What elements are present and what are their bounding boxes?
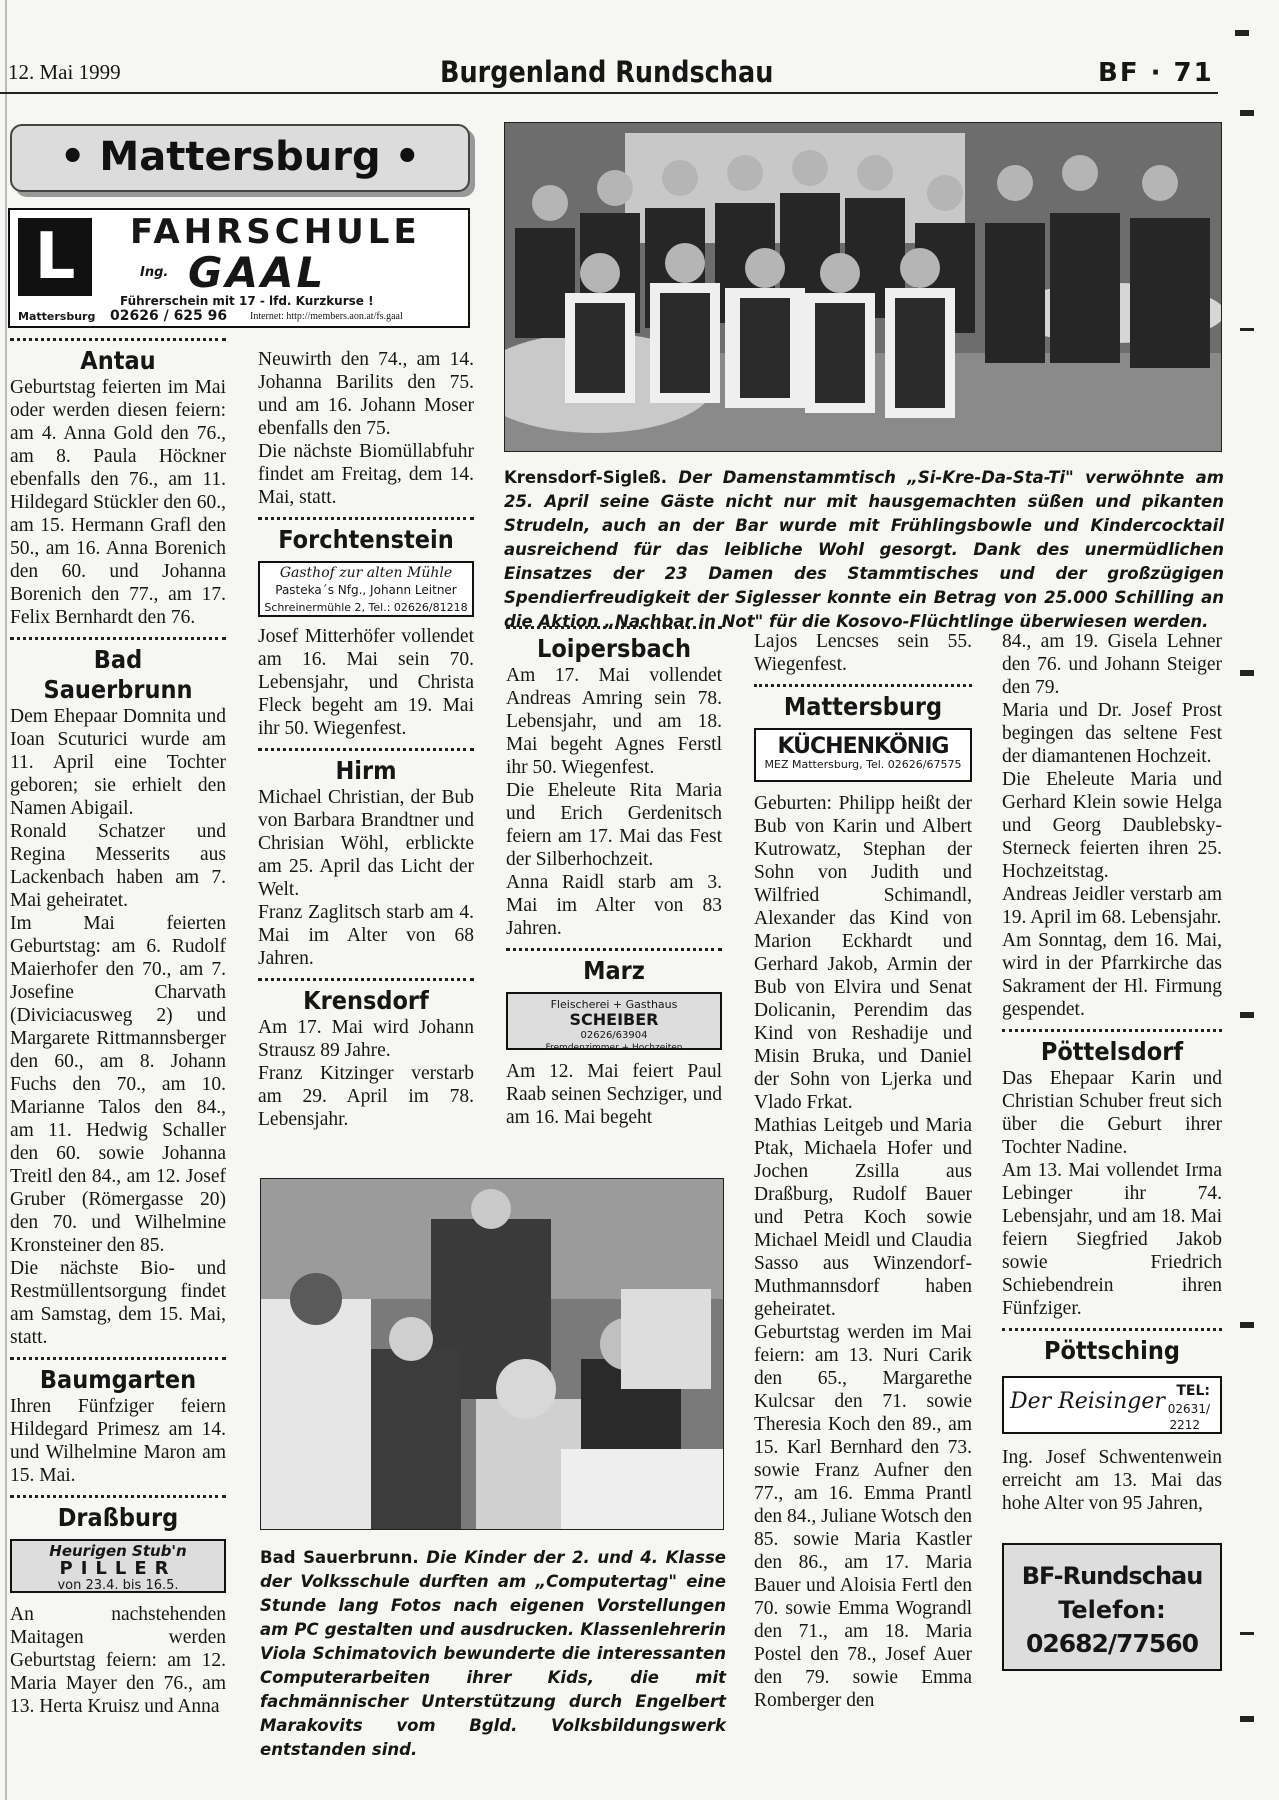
bf-ad-line3: 02682/77560 (1025, 1629, 1199, 1658)
article-hirm-1: Michael Christian, der Bub von Barbara Brandtner und Chrisian Wöhl, erblickte am 25. April das Licht der Welt. (258, 787, 474, 900)
photo-stammtisch-image (505, 123, 1222, 452)
article-mattersburg-prost: Maria und Dr. Josef Prost begingen das seltene Fest der diamantenen Hochzeit. (1002, 700, 1222, 767)
article-bad-sauerbrunn-2: Ronald Schatzer und Regina Messerits aus Lackenbach haben am 7. Mai geheiratet. (10, 821, 226, 911)
divider (258, 748, 474, 751)
article-drassburg: An nachstehenden Maitagen werden Geburtstag feiern: am 12. Maria Mayer den 76., am 13. Herta Kruisz und Anna (10, 1604, 226, 1717)
article-poettelsdorf-1: Das Ehepaar Karin und Christian Schuber freut sich über die Geburt ihrer Tochter Nadine. (1002, 1068, 1222, 1158)
fahrschule-internet: Internet: http://members.aon.at/fs.gaal (250, 311, 403, 322)
scheiber-line4: Fremdenzimmer + Hochzeiten (545, 1043, 683, 1053)
divider (506, 626, 722, 629)
region-banner: • Mattersburg • (10, 124, 470, 192)
caption-computertag-text: Die Kinder der 2. und 4. Klasse der Volksschule durften am „Computertag" eine Stunde lang Fotos nach eigenen Vorstellungen am PC gestalten und ausdrucken. Klassenlehrerin Viola Schimatovich bewunderte die interessanten Computerarbeiten ihrer Kids, die mit fachmännischer Unterstützung durch Engelbert Marakovits vom Bgld. Volksbildungswerk entstanden sind. (260, 1548, 726, 1759)
muehle-line1: Gasthof zur alten Mühle (279, 565, 453, 581)
article-antau: Geburtstag feierten im Mai oder werden diesen feiern: am 4. Anna Gold den 76., am 8. Paula Höckner ebenfalls den 76., am 11. Hildegard Stückler den 60., am 15. Hermann Grafl den 50., am 16. Anna Borenich den 60. und Johanna Borenich den 77., am 17. Felix Bernhardt den 76. (10, 377, 226, 628)
divider (10, 637, 226, 640)
article-loipersbach-2: Die Eheleute Rita Maria und Erich Gerdenitsch feiern am 17. Mai das Fest der Silberhochzeit. (506, 780, 722, 870)
kuechenkoenig-line1: KÜCHENKÖNIG (777, 734, 949, 759)
heading-poettelsdorf: Pöttelsdorf (1040, 1037, 1184, 1066)
muehle-ad (258, 561, 474, 617)
heading-drassburg: Draßburg (57, 1503, 179, 1532)
reisinger-tel-2: 2212 (1169, 1418, 1200, 1432)
header-rule (0, 92, 1218, 94)
scan-edge (5, 0, 7, 1800)
article-bad-sauerbrunn-4: Die nächste Bio- und Restmüllentsorgung findet am Samstag, dem 15. Mai, statt. (10, 1258, 226, 1348)
article-mattersburg-3: Geburtstag werden im Mai feiern: am 13. Nuri Carik den 65., Margarethe Kulcsar den 71. sowie Theresia Koch den 89., am 15. Karl Bernhard den 73. sowie Franz Aufner den 77., am 16. Emma Prantl den 84., Juliane Wotsch den 85. sowie Maria Kastler den 86., am 17. Maria Bauer und Aloisia Fertl den 70. sowie Emma Wograndl den 71., am 18. Maria Postel den 78., Josef Auer den 79. sowie Emma Romberger den (754, 1322, 972, 1711)
fahrschule-ad (8, 208, 470, 328)
issue-date: 12. Mai 1999 (8, 60, 121, 84)
scheiber-ad (506, 992, 722, 1053)
scan-mark (1240, 1012, 1254, 1018)
page-number: BF · 71 (1098, 58, 1214, 88)
kuechenkoenig-line2: MEZ Mattersburg, Tel. 02626/67575 (764, 758, 962, 771)
scan-mark (1240, 1322, 1254, 1328)
reisinger-ad (1002, 1376, 1222, 1434)
heading-marz: Marz (583, 956, 645, 985)
photo-computertag-image (261, 1179, 724, 1530)
reisinger-tel-1: 02631/ (1167, 1402, 1210, 1416)
scan-mark (1240, 328, 1254, 331)
article-mattersburg-cont: 84., am 19. Gisela Lehner den 76. und Johann Steiger den 79. (1002, 631, 1222, 698)
article-mattersburg-2: Mathias Leitgeb und Maria Ptak, Michaela Hofer und Jochen Zsilla aus Draßburg, Rudolf Bauer und Petra Koch sowie Michael Meidl und Claudia Sasso aus Winzendorf-Muthmannsdorf haben geheiratet. (754, 1115, 972, 1320)
heading-loipersbach: Loipersbach (536, 634, 692, 663)
scan-mark (1240, 1716, 1254, 1722)
article-bad-sauerbrunn-1: Dem Ehepaar Domnita und Ioan Scuturici wurde am 11. April eine Tochter geboren; sie erhielt den Namen Abigail. (10, 706, 226, 819)
photo-stammtisch-caption (504, 466, 1224, 634)
caption-computertag-place: Bad Sauerbrunn. (260, 1548, 419, 1567)
article-mattersburg-1: Geburten: Philipp heißt der Bub von Karin und Albert Kutrowatz, Stephan der Sohn von Judith und Wilfried Schimandl, Alexander das Kind von Marion Eckhardt und Gerhard Jakob, Armin der Bub von Elvira und Senat Dolicanin, Perendim das Kind von Reshadije und Misin Bruka, und Daniel der Sohn von Ljerka und Vlado Frkat. (754, 793, 972, 1113)
scheiber-line3: 02626/63904 (580, 1030, 648, 1041)
column-1 (10, 332, 226, 1718)
divider (1002, 1328, 1222, 1331)
article-hirm-2: Franz Zaglitsch starb am 4. Mai im Alter von 68 Jahren. (258, 902, 474, 969)
piller-line3: von 23.4. bis 16.5. (57, 1578, 179, 1593)
article-mattersburg-jeidler: Andreas Jeidler verstarb am 19. April im 68. Lebensjahr. (1002, 884, 1222, 928)
heading-antau: Antau (80, 346, 156, 375)
scan-mark (1240, 110, 1254, 116)
reisinger-logo: Der Reisinger (1010, 1389, 1165, 1414)
divider (754, 684, 972, 687)
heading-poettsching: Pöttsching (1043, 1336, 1181, 1365)
divider (258, 978, 474, 981)
article-marz-cont: Lajos Lencses sein 55. Wiegenfest. (754, 631, 972, 675)
column-3 (506, 626, 722, 1129)
article-baumgarten: Ihren Fünfziger feiern Hildegard Primesz am 14. und Wilhelmine Maron am 15. Mai. (10, 1396, 226, 1486)
article-poettelsdorf-2: Am 13. Mai vollendet Irma Lebinger ihr 74. Lebensjahr, und am 18. Mai feiern Siegfried Jakob sowie Friedrich Schiebendrein ihren Fünfziger. (1002, 1160, 1222, 1319)
scheiber-line1: Fleischerei + Gasthaus (550, 998, 678, 1011)
fahrschule-label: FAHRSCHULE (130, 212, 421, 252)
divider (506, 948, 722, 951)
divider (10, 1357, 226, 1360)
article-marz: Am 12. Mai feiert Paul Raab seinen Sechziger, und am 16. Mai begeht (506, 1061, 722, 1128)
bf-rundschau-ad (1002, 1543, 1222, 1671)
reisinger-tel-label: TEL: (1176, 1383, 1210, 1399)
article-krensdorf-2: Franz Kitzinger verstarb am 29. April im 78. Lebensjahr. (258, 1063, 474, 1130)
photo-computertag-caption (260, 1546, 726, 1762)
article-mattersburg-firmung: Am Sonntag, dem 16. Mai, wird in der Pfarrkirche das Sakrament der Hl. Firmung gespendet. (1002, 930, 1222, 1020)
photo-computertag (260, 1178, 724, 1530)
piller-line1: Heurigen Stub'n (49, 1542, 187, 1560)
bf-ad-line1: BF-Rundschau (1021, 1562, 1203, 1590)
article-loipersbach-1: Am 17. Mai vollendet Andreas Amring sein 78. Lebensjahr, und am 18. Mai begeht Agnes Ferstl ihr 50. Wiegenfest. (506, 665, 722, 778)
article-antau-biomuell: Die nächste Biomüllabfuhr findet am Freitag, dem 14. Mai, statt. (258, 441, 474, 508)
scan-mark (1240, 670, 1254, 676)
kuechenkoenig-ad (754, 728, 972, 782)
article-mattersburg-klein: Die Eheleute Maria und Gerhard Klein sowie Helga und Georg Daublebsky-Sterneck feierten ihren 25. Hochzeitstag. (1002, 769, 1222, 882)
divider (1002, 1029, 1222, 1032)
muehle-line2: Pasteka´s Nfg., Johann Leitner (275, 583, 457, 597)
bf-ad-line2: Telefon: (1058, 1596, 1166, 1624)
article-antau-cont: Neuwirth den 74., am 14. Johanna Barilits den 75. und am 16. Johann Moser ebenfalls den 75. (258, 349, 474, 439)
heading-forchtenstein: Forchtenstein (278, 525, 454, 554)
divider (258, 517, 474, 520)
scan-mark (1240, 1632, 1254, 1635)
heading-hirm: Hirm (335, 756, 397, 785)
heading-bad-sauerbrunn: Bad Sauerbrunn (43, 645, 193, 704)
caption-stammtisch-text: Der Damenstammtisch „Si-Kre-Da-Sta-Ti" verwöhnte am 25. April seine Gäste nicht nur mit hausgemachten süßen und pikanten Strudeln, auch an der Bar wurde mit Frühlingsbowle und Kindercocktail ausreichend für das leibliche Wohl gesorgt. Dank des unermüdlichen Einsatzes der 23 Damen des Stammtisches und der großzügigen Spendierfreudigkeit der Siglesser konnte ein Betrag von 25.000 Schilling an die Aktion „Nachbar in Not" für die Kosovo-Flüchtlinge überwiesen werden. (504, 468, 1224, 631)
muehle-line3: Schreinermühle 2, Tel.: 02626/81218 (264, 601, 468, 614)
fahrschule-ing: Ing. (140, 265, 169, 280)
scheiber-line2: SCHEIBER (569, 1010, 659, 1029)
fahrschule-place: Mattersburg (18, 310, 96, 323)
article-poettsching: Ing. Josef Schwentenwein erreicht am 13. Mai das hohe Alter von 95 Jahren, (1002, 1447, 1222, 1514)
piller-line2: PILLER (59, 1558, 177, 1579)
caption-stammtisch-place: Krensdorf-Sigleß. (504, 468, 668, 487)
l-plate-logo: L (18, 218, 92, 296)
divider (10, 1495, 226, 1498)
article-bad-sauerbrunn-3: Im Mai feierten Geburtstag: am 6. Rudolf Maierhofer den 70., am 7. Josefine Charvath (Diviciacusweg 2) und Margarete Rittmannsberger den 60., am 8. Johann Fuchs den 70., am 10. Marianne Talos den 84., am 11. Hedwig Schaller den 60. sowie Johanna Treitl den 84., am 12. Josef Gruber (Römergasse 20) den 70. und Wilhelmine Kronsteiner den 85. (10, 913, 226, 1256)
fahrschule-brand: GAAL (188, 248, 327, 297)
article-loipersbach-3: Anna Raidl starb am 3. Mai im Alter von 83 Jahren. (506, 872, 722, 939)
fahrschule-tagline: Führerschein mit 17 - lfd. Kurzkurse ! (120, 294, 374, 308)
article-forchtenstein: Josef Mitterhöfer vollendet am 16. Mai sein 70. Lebensjahr, und Christa Fleck begeht am 19. Mai ihr 50. Wiegenfest. (258, 626, 474, 739)
newspaper-title: Burgenland Rundschau (440, 55, 774, 89)
heading-baumgarten: Baumgarten (39, 1365, 197, 1394)
photo-stammtisch (504, 122, 1222, 452)
piller-ad (10, 1539, 226, 1593)
article-krensdorf-1: Am 17. Mai wird Johann Strausz 89 Jahre. (258, 1017, 474, 1061)
divider (10, 338, 226, 341)
fahrschule-phone: 02626 / 625 96 (110, 308, 228, 324)
heading-mattersburg: Mattersburg (783, 692, 943, 721)
scan-mark (1235, 30, 1249, 36)
column-2 (258, 348, 474, 1131)
column-5 (1002, 630, 1222, 1671)
heading-krensdorf: Krensdorf (303, 986, 429, 1015)
column-4 (754, 630, 972, 1712)
